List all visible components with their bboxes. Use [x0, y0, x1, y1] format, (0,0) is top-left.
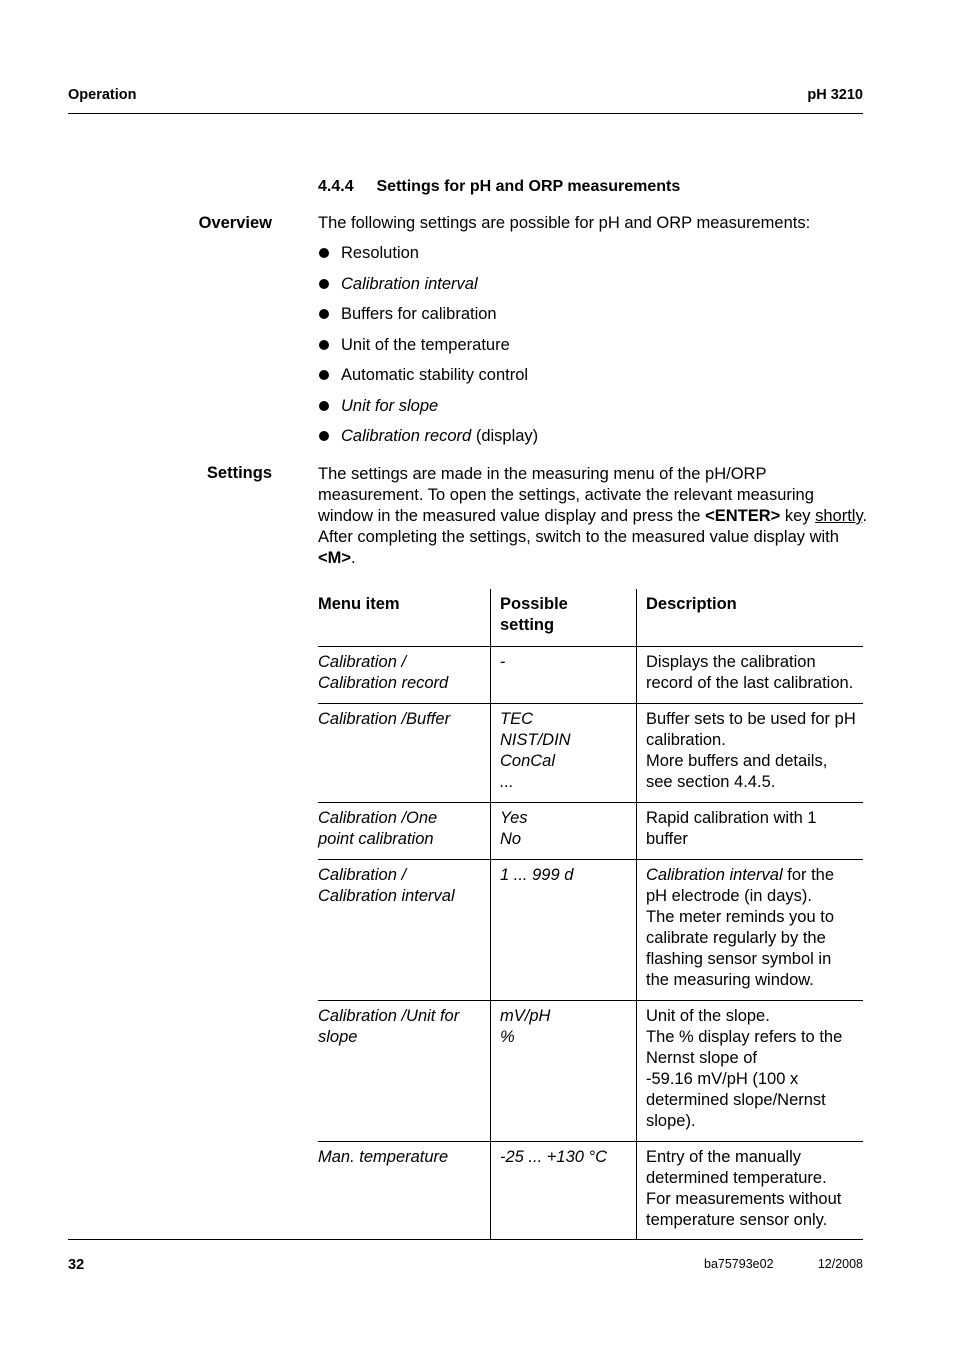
cell-menu-item: Calibration /Unit for slope [318, 1001, 491, 1142]
table-row [318, 704, 863, 803]
bullet-icon [319, 309, 329, 319]
overview-label: Overview [198, 214, 272, 232]
bullet-icon [319, 248, 329, 258]
overview-intro: The following settings are possible for pH and ORP measurements: [318, 214, 811, 232]
cell-description: Buffer sets to be used for pH calibration. More buffers and details, see section 4.4.5. [637, 704, 864, 803]
settings-label: Settings [206, 464, 272, 482]
header-section-label: Operation [68, 87, 137, 103]
section-number: 4.4.4 [318, 178, 354, 195]
table-row [318, 803, 863, 860]
header-rule [68, 113, 863, 114]
cell-setting: mV/pH % [491, 1001, 637, 1142]
table-header-row [318, 589, 863, 647]
cell-setting: Yes No [491, 803, 637, 860]
list-item: Automatic stability control [318, 365, 538, 396]
col-header-possible-setting: Possible setting [491, 589, 637, 647]
table-row [318, 1142, 863, 1241]
table-row [318, 647, 863, 704]
m-key-label: <M> [318, 549, 352, 567]
list-item: Resolution [318, 243, 538, 274]
header-product-name: pH 3210 [807, 87, 863, 103]
section-title: Settings for pH and ORP measurements [376, 178, 681, 195]
cell-menu-item: Calibration /One point calibration [318, 803, 491, 860]
cell-setting: 1 ... 999 d [491, 860, 637, 1001]
cell-description: Rapid calibration with 1 buffer [637, 803, 864, 860]
enter-key-label: <ENTER> [705, 507, 781, 525]
col-header-menu-item: Menu item [318, 595, 400, 613]
publication-date: 12/2008 [817, 1257, 863, 1271]
document-id: ba75793e02 [704, 1257, 774, 1271]
cell-menu-item: Calibration / Calibration record [318, 647, 491, 704]
list-item: Unit of the temperature [318, 335, 538, 366]
cell-menu-item: Man. temperature [318, 1142, 491, 1241]
settings-table [318, 589, 863, 1240]
list-item: Calibration record (display) [318, 426, 538, 457]
table-row [318, 1001, 863, 1142]
section-heading [318, 178, 680, 196]
list-item: Calibration interval [318, 274, 538, 305]
shortly-emphasis: shortly [815, 507, 863, 525]
table-row [318, 860, 863, 1001]
bullet-icon [319, 370, 329, 380]
bullet-icon [319, 340, 329, 350]
bullet-icon [319, 279, 329, 289]
cell-description: Calibration interval for the pH electrode (in days). The meter reminds you to calibrate regularly by the flashing sensor symbol in the measuring window. [637, 860, 864, 1001]
cell-description: Unit of the slope. The % display refers to the Nernst slope of -59.16 mV/pH (100 x determined slope/Nernst slope). [637, 1001, 864, 1142]
list-item: Buffers for calibration [318, 304, 538, 335]
page-number: 32 [68, 1257, 85, 1273]
bullet-icon [319, 431, 329, 441]
col-header-description: Description [637, 589, 864, 647]
list-item: Unit for slope [318, 396, 538, 427]
settings-paragraph: The settings are made in the measuring menu of the pH/ORP measurement. To open the settings, activate the relevant measuring window in the measured value display and press the <ENTER> key shortly. After completing the settings, switch to the measured value display with <M>. [318, 465, 868, 567]
cell-setting: -25 ... +130 °C [491, 1142, 637, 1241]
cell-description: Displays the calibration record of the last calibration. [637, 647, 864, 704]
cell-setting: TEC NIST/DIN ConCal ... [491, 704, 637, 803]
overview-list [318, 243, 538, 457]
cell-description: Entry of the manually determined temperature. For measurements without temperature sensor only. [637, 1142, 864, 1241]
cell-menu-item: Calibration / Calibration interval [318, 860, 491, 1001]
footer-rule [68, 1239, 863, 1240]
cell-menu-item: Calibration /Buffer [318, 704, 491, 803]
bullet-icon [319, 401, 329, 411]
cell-setting: - [491, 647, 637, 704]
